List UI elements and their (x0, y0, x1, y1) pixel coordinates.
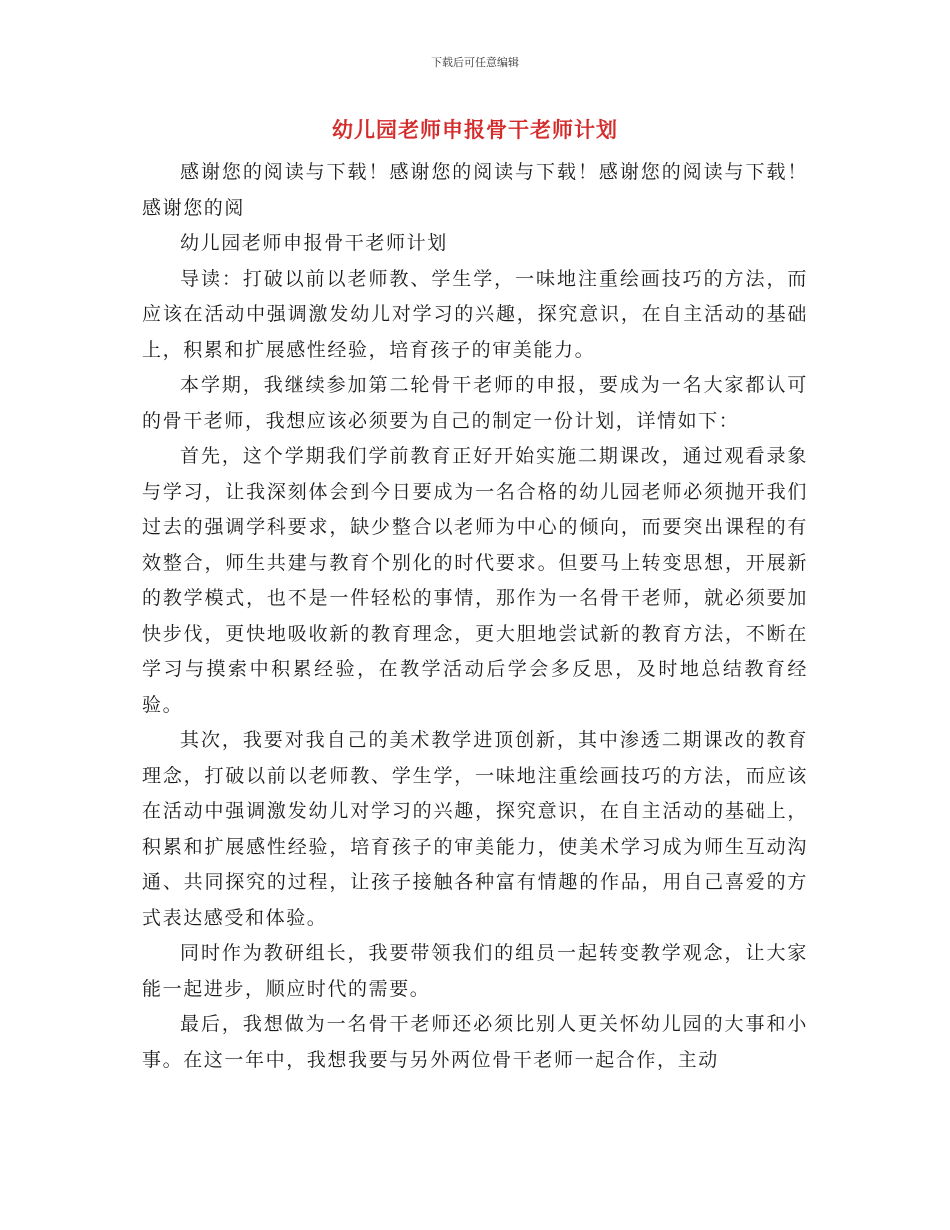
paragraph-second: 其次，我要对我自己的美术教学进顶创新，其中渗透二期课改的教育理念，打破以前以老师教、学生学，一味地注重绘画技巧的方法，而应该在活动中强调激发幼儿对学习的兴趣，探究意识，在自主活动的基础上，积累和扩展感性经验，培育孩子的审美能力，使美术学习成为师生互动沟通、共同探究的过程，让孩子接触各种富有情趣的作品，用自己喜爱的方式表达感受和体验。 (142, 729, 808, 929)
document-body (142, 155, 808, 1078)
paragraph-finally: 最后，我想做为一名骨干老师还必须比别人更关怀幼儿园的大事和小事。在这一年中，我想我要与另外两位骨干老师一起合作，主动 (142, 1013, 808, 1071)
paragraph-teamlead: 同时作为教研组长，我要带领我们的组员一起转变教学观念，让大家能一起进步，顺应时代的需要。 (142, 942, 808, 1000)
paragraph-intro: 导读：打破以前以老师教、学生学，一味地注重绘画技巧的方法，而应该在活动中强调激发幼儿对学习的兴趣，探究意识，在自主活动的基础上，积累和扩展感性经验，培育孩子的审美能力。 (142, 267, 808, 361)
document-title: 幼儿园老师申报骨干老师计划 (332, 118, 618, 142)
header-note: 下载后可任意编辑 (431, 56, 519, 69)
paragraph-subtitle: 幼儿园老师申报骨干老师计划 (180, 232, 448, 254)
paragraph-first: 首先，这个学期我们学前教育正好开始实施二期课改，通过观看录象与学习，让我深刻体会到今日要成为一名合格的幼儿园老师必须抛开我们过去的强调学科要求，缺少整合以老师为中心的倾向，而要突出课程的有效整合，师生共建与教育个别化的时代要求。但要马上转变思想，开展新的教学模式，也不是一件轻松的事情，那作为一名骨干老师，就必须要加快步伐，更快地吸收新的教育理念，更大胆地尝试新的教育方法，不断在学习与摸索中积累经验，在教学活动后学会多反思，及时地总结教育经验。 (142, 445, 808, 716)
paragraph-thanks: 感谢您的阅读与下载！感谢您的阅读与下载！感谢您的阅读与下载！感谢您的阅 (142, 161, 808, 219)
paragraph-semester: 本学期，我继续参加第二轮骨干老师的申报，要成为一名大家都认可的骨干老师，我想应该必须要为自己的制定一份计划，详情如下： (142, 374, 808, 432)
